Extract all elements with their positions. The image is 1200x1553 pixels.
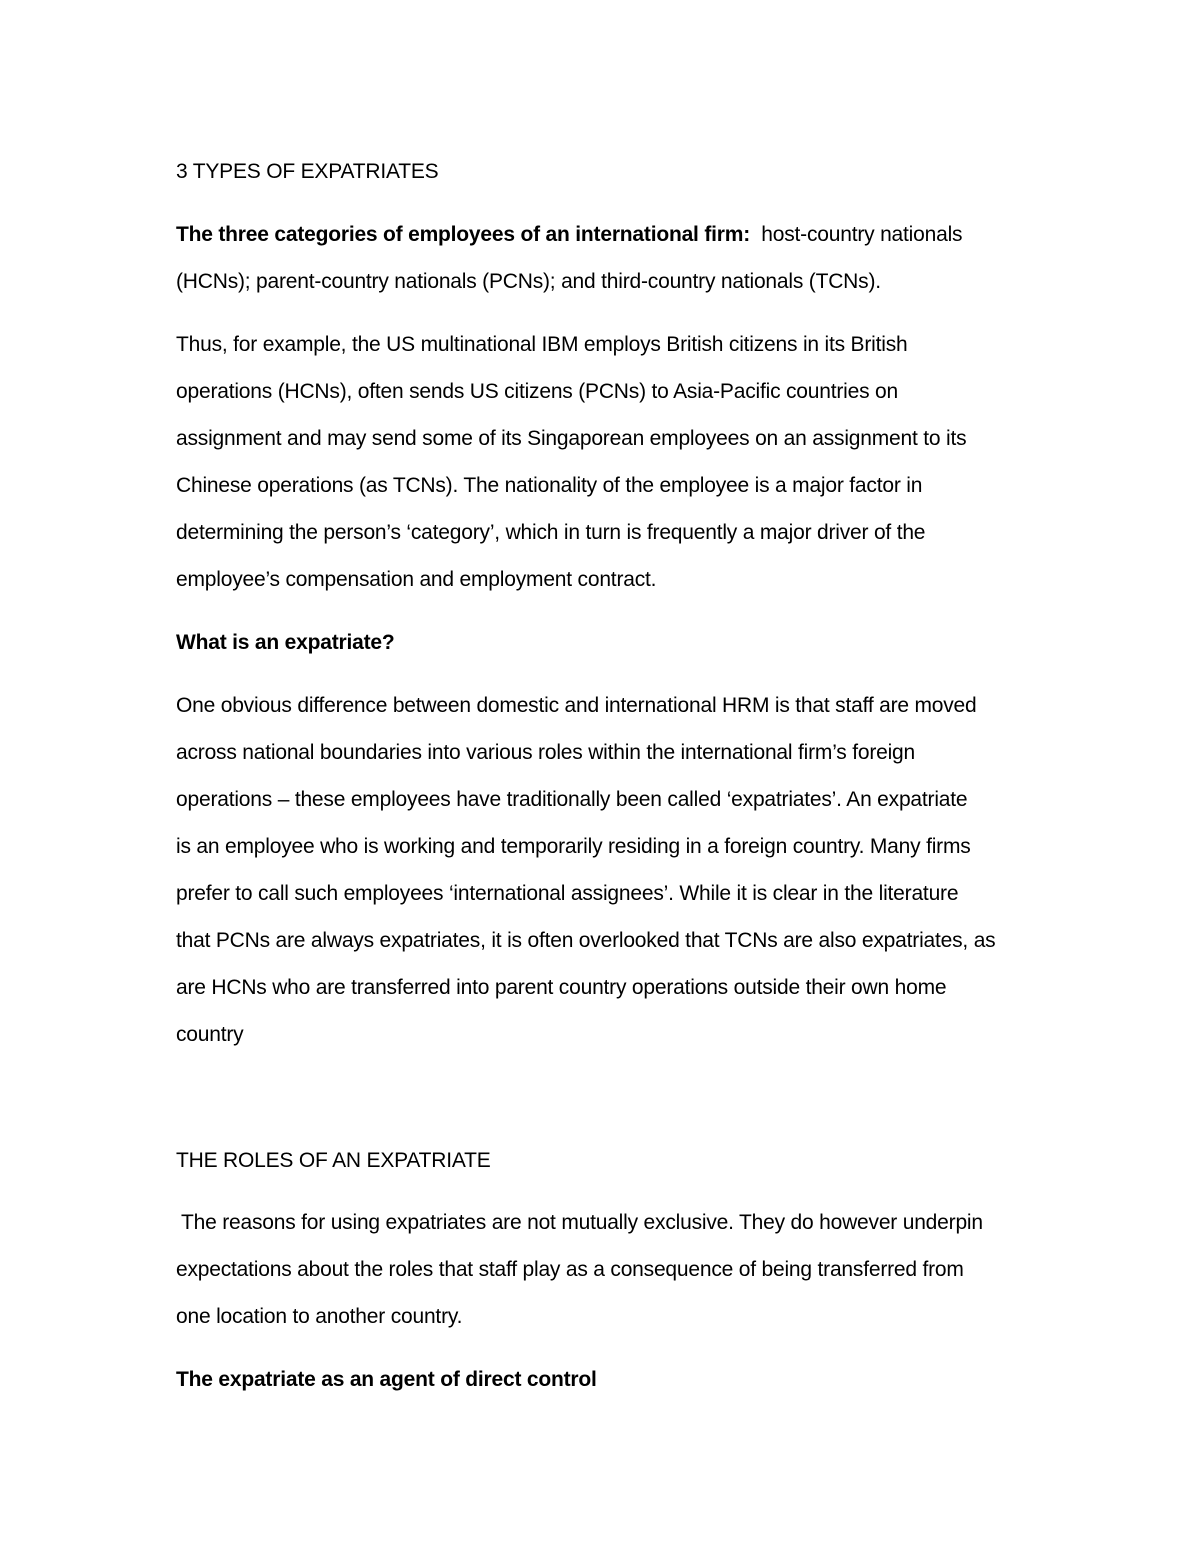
para-example-line: operations (HCNs), often sends US citizens (PCNs) to Asia-Pacific countries on (176, 380, 899, 403)
heading-roles-of-an-expatriate: THE ROLES OF AN EXPATRIATE (176, 1149, 491, 1172)
para-example-line: Chinese operations (as TCNs). The nationality of the employee is a major factor in (176, 474, 923, 497)
para-definition-line: are HCNs who are transferred into parent country operations outside their own home (176, 976, 947, 999)
para-reasons-line: expectations about the roles that staff play as a consequence of being transferred from (176, 1258, 964, 1281)
para-example-line: assignment and may send some of its Singaporean employees on an assignment to its (176, 427, 967, 450)
para-definition-line: One obvious difference between domestic and international HRM is that staff are moved (176, 694, 977, 717)
para-definition-line: is an employee who is working and temporarily residing in a foreign country. Many firms (176, 835, 971, 858)
heading-agent-of-direct-control: The expatriate as an agent of direct control (176, 1368, 597, 1391)
para-definition-line: prefer to call such employees ‘international assignees’. While it is clear in the literature (176, 882, 959, 905)
para-categories-line-1 (176, 221, 962, 249)
para-definition-line: operations – these employees have traditionally been called ‘expatriates’. An expatriate (176, 788, 968, 811)
para-example-line: determining the person’s ‘category’, which in turn is frequently a major driver of the (176, 521, 926, 544)
heading-what-is-an-expatriate: What is an expatriate? (176, 631, 395, 654)
para-definition-line: across national boundaries into various roles within the international firm’s foreign (176, 741, 916, 764)
para-reasons-line: The reasons for using expatriates are not mutually exclusive. They do however underpin (181, 1211, 983, 1234)
para-definition-line: that PCNs are always expatriates, it is often overlooked that TCNs are also expatriates, as (176, 929, 996, 952)
para-example-line: Thus, for example, the US multinational IBM employs British citizens in its British (176, 333, 908, 356)
para-categories-line-2: (HCNs); parent-country nationals (PCNs); and third-country nationals (TCNs). (176, 270, 881, 293)
para-example-line: employee’s compensation and employment contract. (176, 568, 657, 591)
para-reasons-line: one location to another country. (176, 1305, 463, 1328)
categories-lead-bold: The three categories of employees of an international firm: (176, 223, 750, 246)
categories-line-1-rest: host-country nationals (761, 223, 963, 246)
heading-types-of-expatriates: 3 TYPES OF EXPATRIATES (176, 160, 439, 183)
para-definition-line: country (176, 1023, 244, 1046)
